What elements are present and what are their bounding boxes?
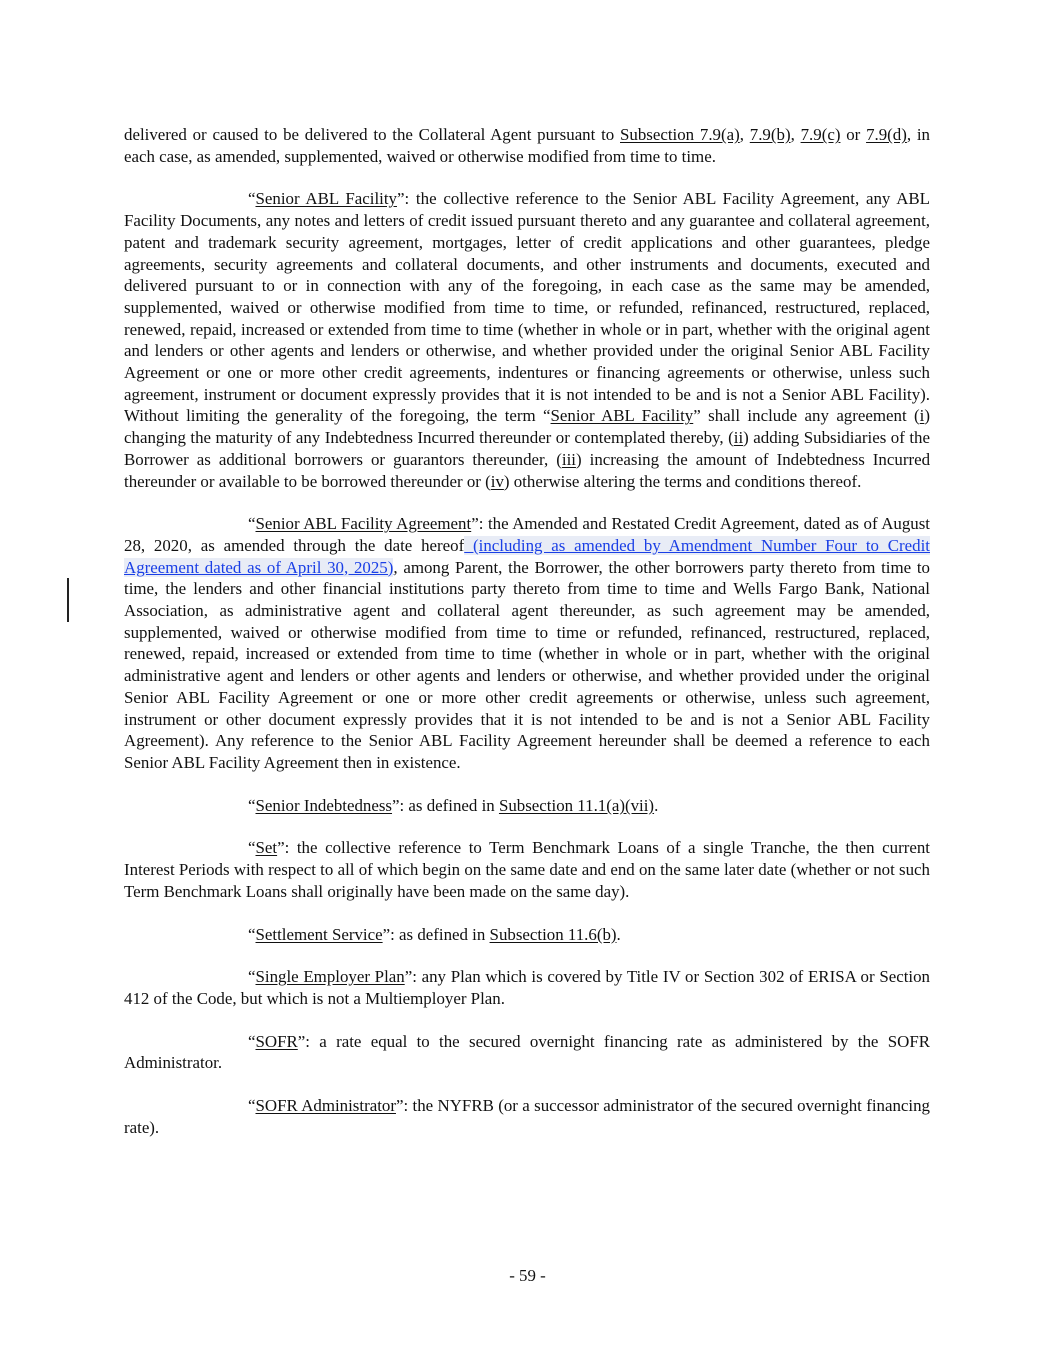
- paragraph-continuation: delivered or caused to be delivered to the Collateral Agent pursuant to Subsection 7.9(a), 7.9(b), 7.9(c) or 7.9(d), in each case, as amended, supplemented, waived or otherwise modified from time to time.: [124, 125, 931, 166]
- tracked-insertion[interactable]: (including as amended by Amendment Number Four to Credit Agreement dated as of April 30, 2025): [124, 535, 930, 577]
- defined-term: SOFR: [255, 1031, 298, 1051]
- clause-numeral: i: [919, 406, 925, 426]
- definition-sofr: “SOFR”: a rate equal to the secured overnight financing rate as administered by the SOFR Administrator.: [124, 1031, 930, 1073]
- definition-sofr-administrator: “SOFR Administrator”: the NYFRB (or a successor administrator of the secured overnight financing rate).: [124, 1096, 930, 1137]
- definition-senior-abl-facility-agreement: “Senior ABL Facility Agreement”: the Amended and Restated Credit Agreement, dated as of August 28, 2020, as amended through the date hereof (including as amended by Amendment Number Four to Credit Agreement dated as of April 30, 2025), among Parent, the Borrower, the other borrowers party thereto from time to time, the lenders and other financial institutions party thereto from time to time and Wells Fargo Bank, National Association, as administrative agent and collateral agent thereunder, as such agreement may be amended, supplemented, waived or otherwise modified from time to time or refunded, refinanced, restructured, replaced, renewed, repaid, increased or extended from time to time (whether in whole or in part, whether with the original administrative agent and lenders or other agents and lenders or otherwise, and whether provided under the original Senior ABL Facility Agreement or one or more other credit agreements or otherwise, unless such agreement, instrument or other document expressly provides that it is not intended to be and is not a Senior ABL Facility Agreement). Any reference to the Senior ABL Facility Agreement hereunder shall be deemed a reference to each Senior ABL Facility Agreement then in existence.: [124, 514, 931, 772]
- definition-settlement-service: “Settlement Service”: as defined in Subsection 11.6(b).: [248, 924, 621, 944]
- defined-term: Single Employer Plan: [255, 967, 405, 987]
- clause-numeral: iv: [490, 471, 504, 491]
- definition-single-employer-plan: “Single Employer Plan”: any Plan which is covered by Title IV or Section 302 of ERISA or Section 412 of the Code, but which is not a Multiemployer Plan.: [124, 967, 930, 1008]
- cross-reference-link[interactable]: 7.9(d): [866, 125, 907, 144]
- definition-senior-abl-facility: “Senior ABL Facility”: the collective reference to the Senior ABL Facility Agreement, any ABL Facility Documents, any notes and letters of credit issued pursuant thereto and any guarantee and collateral agreement, patent and trademark security agreement, mortgages, letter of credit applications and other guarantees, pledge agreements, security agreements and collateral documents, and other instruments and documents, executed and delivered pursuant to or in connection with any of the foregoing, in each case as the same may be amended, supplemented, waived or otherwise modified from time to time, or refunded, refinanced, restructured, replaced, renewed, repaid, increased or extended from time to time (whether in whole or in part, whether with the original agent and lenders or other agents and lenders or otherwise, and whether provided under the original Senior ABL Facility Agreement or one or more other credit agreements, indentures or financing agreements or otherwise, unless such agreement, instrument or document expressly provides that it is not intended to be and is not a Senior ABL Facility). Without limiting the generality of the foregoing, the term “Senior ABL Facility” shall include any agreement (i) changing the maturity of any Indebtedness Incurred thereunder or contemplated thereby, (ii) adding Subsidiaries of the Borrower as additional borrowers or guarantors thereunder, (iii) increasing the amount of Indebtedness Incurred thereunder or available to be borrowed thereunder or (iv) otherwise altering the terms and conditions thereof.: [124, 189, 931, 491]
- defined-term: Senior Indebtedness: [255, 795, 393, 815]
- page-number: - 59 -: [509, 1266, 546, 1285]
- clause-numeral: iii: [561, 449, 576, 469]
- defined-term: Set: [255, 838, 278, 858]
- defined-term: SOFR Administrator: [255, 1096, 396, 1116]
- defined-term: Senior ABL Facility: [550, 406, 694, 426]
- revision-change-bar: [67, 578, 69, 622]
- cross-reference-link[interactable]: Subsection 11.1(a)(vii): [498, 795, 655, 815]
- definition-senior-indebtedness: “Senior Indebtedness”: as defined in Subsection 11.1(a)(vii).: [248, 795, 659, 815]
- definition-set: “Set”: the collective reference to Term Benchmark Loans of a single Tranche, the then current Interest Periods with respect to all of which begin on the same date and end on the same later date (whether or not such Term Benchmark Loans shall originally have been made on the same day).: [124, 838, 930, 901]
- clause-numeral: ii: [733, 428, 744, 448]
- document-page: [124, 124, 930, 1159]
- cross-reference-link[interactable]: Subsection 11.6(b): [489, 924, 617, 944]
- defined-term: Senior ABL Facility: [255, 189, 397, 209]
- cross-reference-link[interactable]: 7.9(c): [800, 125, 841, 144]
- cross-reference-link[interactable]: 7.9(b): [749, 125, 791, 144]
- defined-term: Settlement Service: [255, 924, 383, 944]
- cross-reference-link[interactable]: Subsection 7.9(a): [620, 125, 740, 144]
- defined-term: Senior ABL Facility Agreement: [255, 514, 472, 534]
